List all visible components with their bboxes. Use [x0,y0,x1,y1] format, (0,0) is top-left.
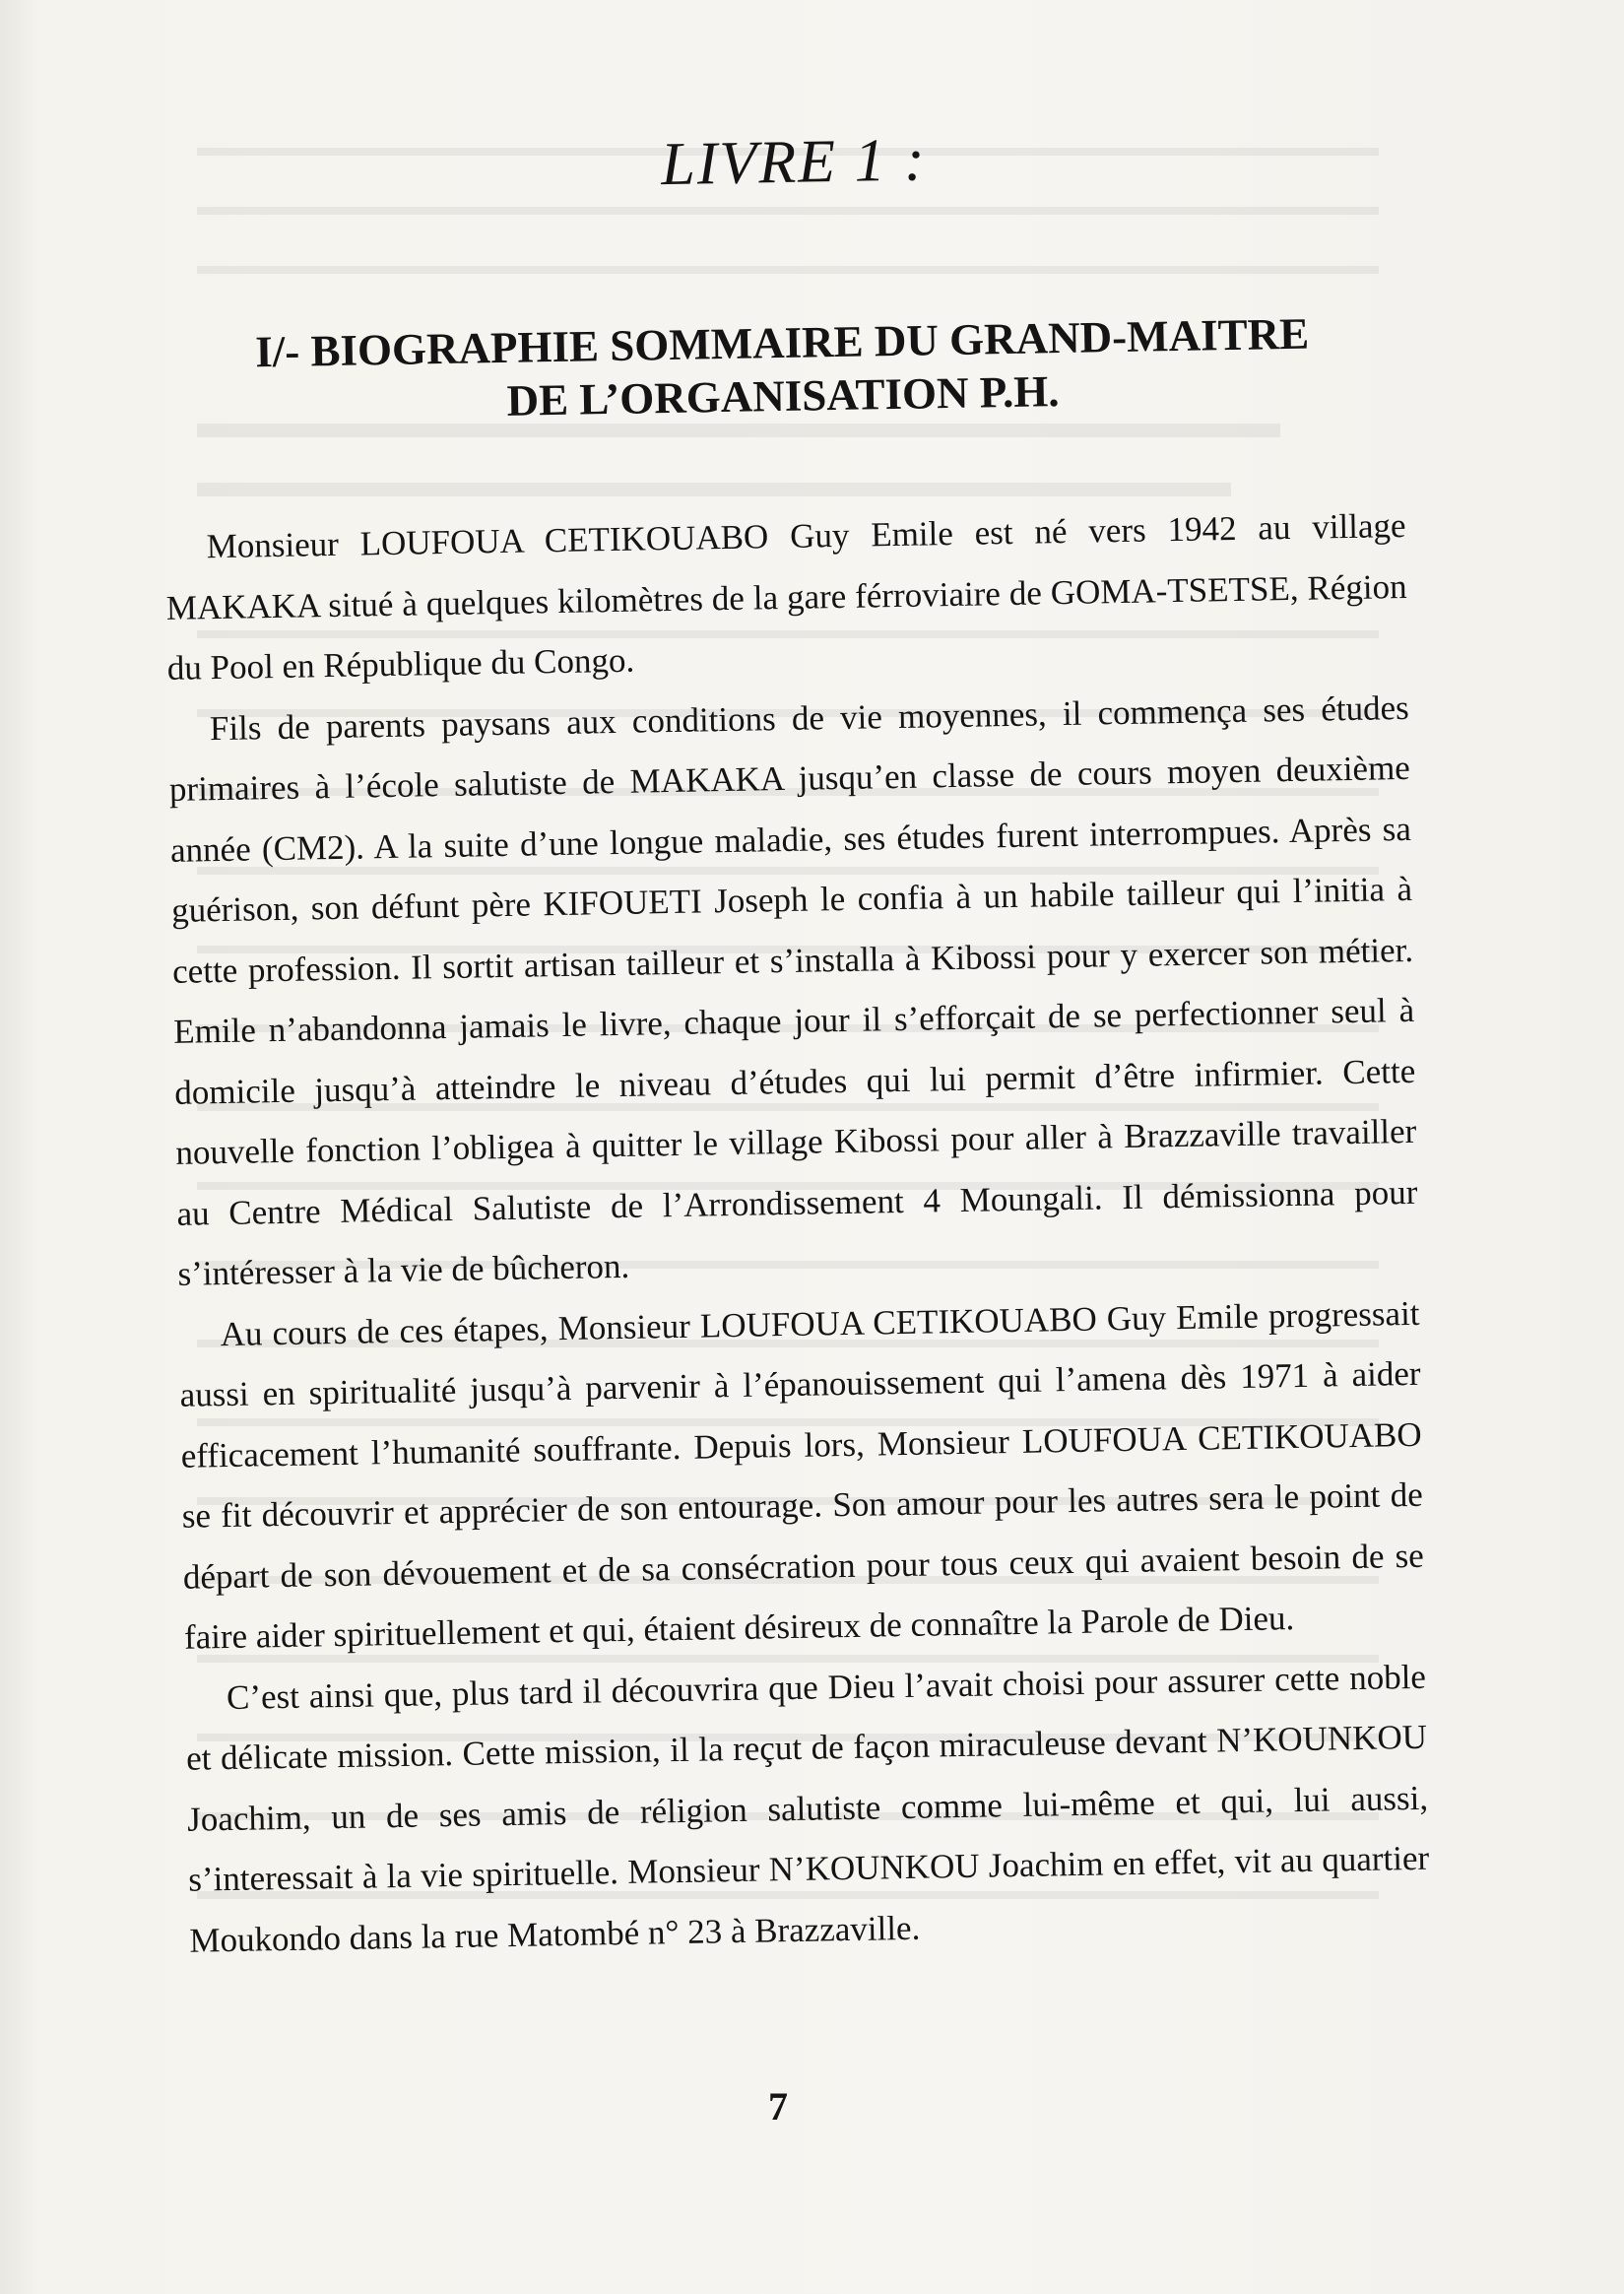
body-text [164,495,1431,1971]
page-number: 7 [768,2084,788,2129]
section-heading [162,305,1404,433]
section-heading-line-1: I/- BIOGRAPHIE SOMMAIRE DU GRAND-MAITRE [254,308,1310,377]
paragraph-birth: Monsieur LOUFOUA CETIKOUABO Guy Emile est né vers 1942 au village MAKAKA situé à quelques kilomètres de la gare férroviaire de GOMA-TSETSE, Région du Pool en République du Congo. [165,505,1407,688]
paragraph-mission: C’est ainsi que, plus tard il découvrira que Dieu l’avait choisi pour assurer cette noble et délicate mission. Cette mission, il la reçut de façon miraculeuse devant N’KOUNKOU Joachim, un de ses amis de réligion salutiste comme lui-même et qui, lui aussi, s’interessait à la vie spirituelle. Monsieur N’KOUNKOU Joachim en effet, vit au quartier Moukondo dans la rue Matombé n° 23 à Brazzaville. [185,1657,1430,1960]
paragraph-spirituality: Au cours de ces étapes, Monsieur LOUFOUA CETIKOUABO Guy Emile progressait aussi en spiritualité jusqu’à parvenir à l’épanouissement qui l’amena dès 1971 à aider efficacement l’humanité souffrante. Depuis lors, Monsieur LOUFOUA CETIKOUABO se fit découvrir et apprécier de son entourage. Son amour pour les autres sera le point de départ de son dévouement et de sa consécration pour tous ceux qui avaient besoin de se faire aider spirituellement et qui, étaient désireux de connaître la Parole de Dieu. [179,1293,1425,1657]
section-heading-line-2: DE L’ORGANISATION P.H. [506,366,1060,426]
page-content [158,98,1431,1971]
paragraph-education: Fils de parents paysans aux conditions de vie moyennes, il commença ses études primaires à l’école salutiste de MAKAKA jusqu’en classe de cours moyen deuxième année (CM2). A la suite d’une longue maladie, ses études furent interrompues. Après sa guérison, son défunt père KIFOUETI Joseph le confia à un habile tailleur qui l’initia à cette profession. Il sortit artisan tailleur et s’installa à Kibossi pour y exercer son métier. Emile n’abandonna jamais le livre, chaque jour il s’efforçait de se perfectionner seul à domicile jusqu’à atteindre le niveau d’études qui lui permit d’être infirmier. Cette nouvelle fonction l’obligea à quitter le village Kibossi pour aller à Brazzaville travailler au Centre Médical Salutiste de l’Arrondissement 4 Moungali. Il démissionna pour s’intéresser à la vie de bûcheron. [168,688,1418,1293]
book-title: LIVRE 1 : [660,126,928,199]
